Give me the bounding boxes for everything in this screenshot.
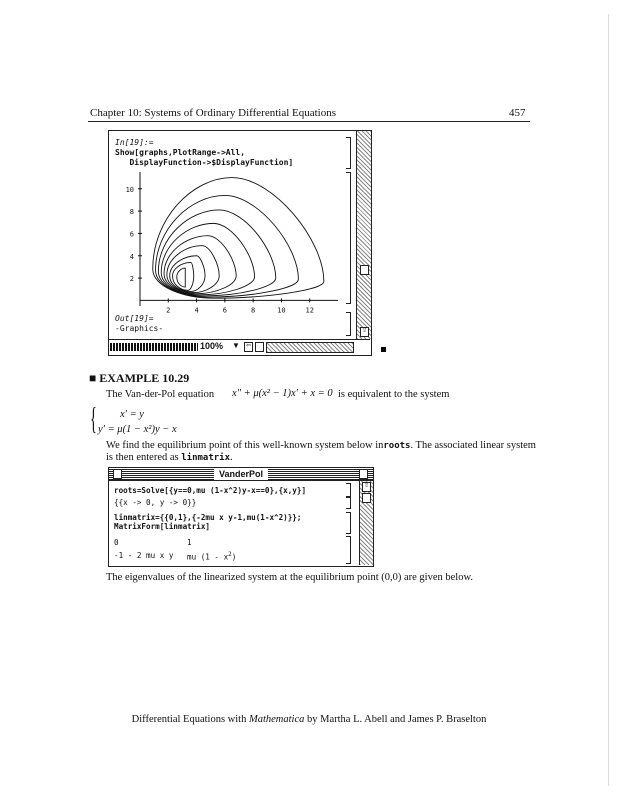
scroll-left-arrow-icon[interactable]: ⇦ (244, 342, 253, 352)
scroll-up-arrow-icon[interactable]: ⇧ (360, 327, 369, 337)
linmatrix-input-1[interactable]: linmatrix={{0,1},{-2mu x y-1,mu(1-x^2)}}; (114, 513, 302, 522)
orbit-7 (158, 210, 275, 296)
x-tick-label: 12 (305, 306, 314, 313)
matrix-row-2-col-2: mu $(1 - x^2)$ (187, 551, 237, 562)
system-equation-1: x′ = y (120, 409, 144, 420)
zoom-level[interactable]: 100% (200, 341, 224, 351)
window-titlebar[interactable] (109, 468, 373, 481)
roots-input[interactable]: roots=Solve[{y==0,mu (1-x^2)y-x==0},{x,y}] (114, 486, 307, 495)
y-tick-label: 4 (129, 252, 134, 261)
y-tick-label: 6 (129, 230, 134, 239)
phase-plot (112, 170, 344, 313)
chapter-header: Chapter 10: Systems of Ordinary Differential Equations (90, 107, 337, 119)
orbit-2 (173, 262, 194, 290)
x-tick-label: 4 (194, 306, 199, 313)
y-tick-label: 2 (129, 275, 134, 284)
linmatrix-input-bracket[interactable] (346, 512, 351, 534)
paragraph-line-2: is then entered as linmatrix. (106, 452, 233, 463)
x-tick-label: 2 (166, 306, 171, 313)
output-label: Out[19]= (115, 314, 154, 323)
x-tick-label: 10 (277, 306, 286, 313)
orbit-1 (177, 268, 185, 287)
example-title: ■ EXAMPLE 10.29 (89, 371, 190, 385)
y-tick-label: 8 (129, 208, 134, 217)
example-title-text: EXAMPLE 10.29 (99, 371, 190, 385)
page-footer: Differential Equations with Mathematica by Martha L. Abell and James P. Braselton (131, 714, 487, 725)
x-tick-label: 8 (251, 306, 256, 313)
code-line-2[interactable]: DisplayFunction->$DisplayFunction] (115, 158, 294, 167)
zoom-box-icon[interactable] (359, 469, 368, 479)
matrix-row-1-col-2: 1 (187, 538, 192, 547)
page-edge (608, 14, 609, 786)
van-der-pol-equation: x″ + μ(x² − 1)x′ + x = 0 (232, 388, 333, 399)
header-rule (88, 121, 530, 122)
horizontal-scrollbar[interactable] (266, 342, 354, 353)
matrix-row-2-col-1: -1 - 2 mu x y (114, 551, 174, 560)
vertical-scrollbar[interactable] (356, 131, 371, 339)
paragraph-line-1: We find the equilibrium point of this well-known system below inroots. The associated linear system (106, 440, 536, 451)
orbit-3 (170, 256, 205, 292)
output-cell-bracket[interactable] (346, 312, 351, 336)
intro-text: The Van-der-Pol equation (106, 389, 215, 400)
output-value: -Graphics- (115, 324, 164, 333)
roots-output-bracket[interactable] (346, 497, 351, 509)
roots-output: {{x -> 0, y -> 0}} (114, 498, 197, 507)
zoom-dropdown-icon[interactable]: ▼ (232, 341, 240, 350)
intro-tail: is equivalent to the system (338, 389, 450, 400)
y-tick-label: 10 (125, 185, 134, 194)
status-bar (108, 339, 370, 354)
page-number: 457 (509, 107, 526, 119)
status-pattern (110, 343, 198, 351)
closing-text: The eigenvalues of the linearized system at the equilibrium point (0,0) are given below. (106, 572, 473, 583)
scroll-thumb[interactable] (360, 265, 369, 275)
matrix-output-bracket[interactable] (346, 536, 351, 564)
hscroll-thumb[interactable] (255, 342, 264, 352)
linmatrix-input-2[interactable]: MatrixForm[linmatrix] (114, 522, 211, 531)
system-equation-2: y′ = μ(1 − x²)y − x (98, 424, 177, 435)
window-title: VanderPol (214, 468, 268, 480)
input-label: In[19]:= (115, 138, 154, 147)
scroll-thumb-2[interactable] (362, 493, 371, 503)
input-cell-bracket[interactable] (346, 137, 351, 169)
x-tick-label: 6 (222, 306, 227, 313)
graphics-cell-bracket[interactable] (346, 172, 351, 304)
scroll-up-arrow-icon-2[interactable]: ⇧ (362, 482, 371, 492)
close-box-icon[interactable] (113, 469, 122, 479)
system-brace: { (90, 400, 97, 436)
code-line-1[interactable]: Show[graphs,PlotRange->All, (115, 148, 246, 157)
roots-input-bracket[interactable] (346, 483, 351, 497)
matrix-row-1-col-1: 0 (114, 538, 119, 547)
end-marker (381, 347, 386, 352)
